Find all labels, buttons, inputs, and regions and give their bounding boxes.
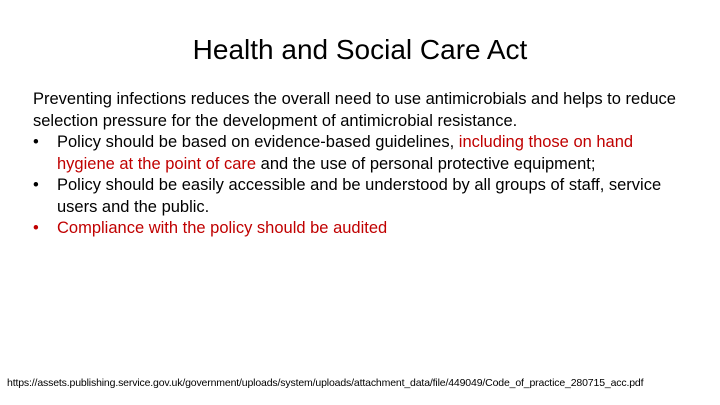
bullet-item-3 xyxy=(33,218,693,240)
bullet-3-text: Compliance with the policy should be audited xyxy=(57,219,388,237)
bullet-list xyxy=(33,132,693,240)
bullet-marker: • xyxy=(33,176,39,194)
slide-body xyxy=(33,89,693,240)
bullet-marker: • xyxy=(33,219,39,237)
bullet-1-text-end: and the use of personal protective equipment; xyxy=(256,154,596,173)
bullet-item-2 xyxy=(33,175,693,218)
intro-paragraph: Preventing infections reduces the overall need to use antimicrobials and helps to reduce selection pressure for the development of antimicrobial resistance. xyxy=(33,90,676,130)
bullet-marker: • xyxy=(33,133,39,151)
bullet-1-text: Policy should be based on evidence-based guidelines, xyxy=(57,133,459,151)
bullet-item-1 xyxy=(33,132,693,175)
slide-title: Health and Social Care Act xyxy=(192,34,528,65)
source-url[interactable]: https://assets.publishing.service.gov.uk/government/uploads/system/uploads/attachment_data/file/449049/Code_of_practice_280715_acc.pdf xyxy=(7,377,644,389)
bullet-2-text: Policy should be easily accessible and be understood by all groups of staff, service users and the public. xyxy=(57,176,662,216)
bullet-1-highlight: including those on hand hygiene at the point of care xyxy=(57,133,634,173)
